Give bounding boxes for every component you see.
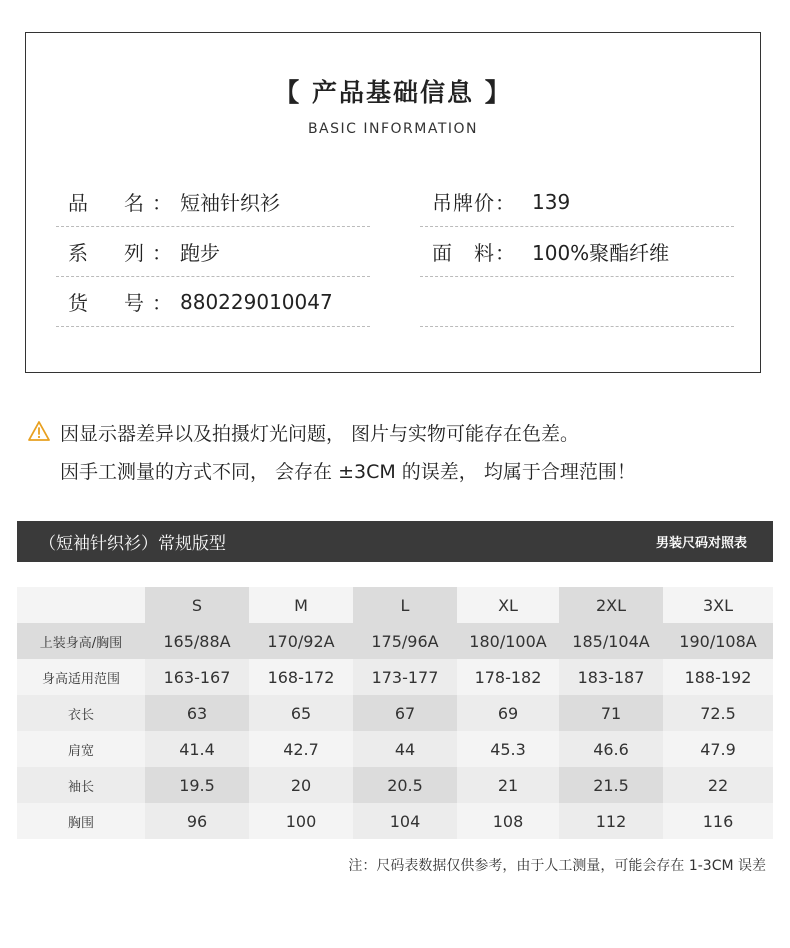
size-chart-header [17,521,773,562]
row-label: 衣长 [17,695,145,731]
notice-line-1: 因显示器差异以及拍摄灯光问题， 图片与实物可能存在色差。 [60,423,580,445]
field-name-label: 品 名： [68,191,180,215]
field-fabric-value: 100%聚酯纤维 [532,241,670,265]
field-fabric-label: 面 料： [432,241,516,265]
table-cell: 190/108A [663,623,773,659]
table-cell: 188-192 [663,659,773,695]
table-row [17,659,773,695]
table-cell: 173-177 [353,659,457,695]
column-header: S [145,587,249,623]
size-chart-title: （短袖针织衫）常规版型 [39,534,226,554]
column-header: M [249,587,353,623]
table-cell: 108 [457,803,559,839]
table-cell: 178-182 [457,659,559,695]
table-row [17,731,773,767]
table-cell: 104 [353,803,457,839]
field-series-row [56,227,370,277]
table-cell: 20.5 [353,767,457,803]
table-cell: 44 [353,731,457,767]
table-cell: 21 [457,767,559,803]
table-cell: 183-187 [559,659,663,695]
column-header: L [353,587,457,623]
table-cell: 100 [249,803,353,839]
row-label: 上装身高/胸围 [17,623,145,659]
table-cell: 175/96A [353,623,457,659]
field-price-row [420,177,734,227]
field-price-label: 吊牌价： [432,191,516,215]
field-series-value: 跑步 [180,241,220,265]
table-header-row [17,587,773,623]
product-info-card [25,32,761,373]
table-cell: 116 [663,803,773,839]
row-label: 身高适用范围 [17,659,145,695]
table-cell: 63 [145,695,249,731]
table-row [17,695,773,731]
field-fabric-row [420,227,734,277]
field-sku-row [56,277,370,327]
notice-line-2: 因手工测量的方式不同， 会存在 ±3CM 的误差， 均属于合理范围！ [60,461,636,483]
table-cell: 67 [353,695,457,731]
field-name-value: 短袖针织衫 [180,191,280,215]
row-label: 胸围 [17,803,145,839]
column-header: 3XL [663,587,773,623]
size-table [17,587,773,839]
size-chart-reference-label: 男装尺码对照表 [655,536,747,551]
row-label: 袖长 [17,767,145,803]
table-row [17,623,773,659]
field-price-value: 139 [532,189,571,214]
table-cell: 47.9 [663,731,773,767]
table-cell: 112 [559,803,663,839]
warning-icon [28,421,52,449]
table-cell: 163-167 [145,659,249,695]
table-cell: 21.5 [559,767,663,803]
field-series-label: 系 列： [68,241,180,265]
table-cell: 96 [145,803,249,839]
info-title: 【 产品基础信息 】 [274,78,512,107]
table-cell: 19.5 [145,767,249,803]
table-cell: 65 [249,695,353,731]
column-header: 2XL [559,587,663,623]
corner-cell [17,587,145,623]
table-cell: 168-172 [249,659,353,695]
color-notice [28,420,636,496]
table-cell: 72.5 [663,695,773,731]
table-row [17,803,773,839]
table-cell: 180/100A [457,623,559,659]
table-cell: 185/104A [559,623,663,659]
table-cell: 45.3 [457,731,559,767]
table-cell: 22 [663,767,773,803]
field-sku-label: 货 号： [68,291,180,315]
field-name-row [56,177,370,227]
row-label: 肩宽 [17,731,145,767]
table-cell: 42.7 [249,731,353,767]
table-cell: 41.4 [145,731,249,767]
empty-row [420,277,734,327]
info-subtitle: BASIC INFORMATION [307,121,479,137]
table-cell: 165/88A [145,623,249,659]
field-sku-value: 880229010047 [180,289,333,314]
size-chart-footnote: 注：尺码表数据仅供参考，由于人工测量，可能会存在 1-3CM 误差 [348,858,766,874]
table-cell: 20 [249,767,353,803]
column-header: XL [457,587,559,623]
table-cell: 71 [559,695,663,731]
table-cell: 170/92A [249,623,353,659]
table-cell: 46.6 [559,731,663,767]
table-cell: 69 [457,695,559,731]
table-row [17,767,773,803]
